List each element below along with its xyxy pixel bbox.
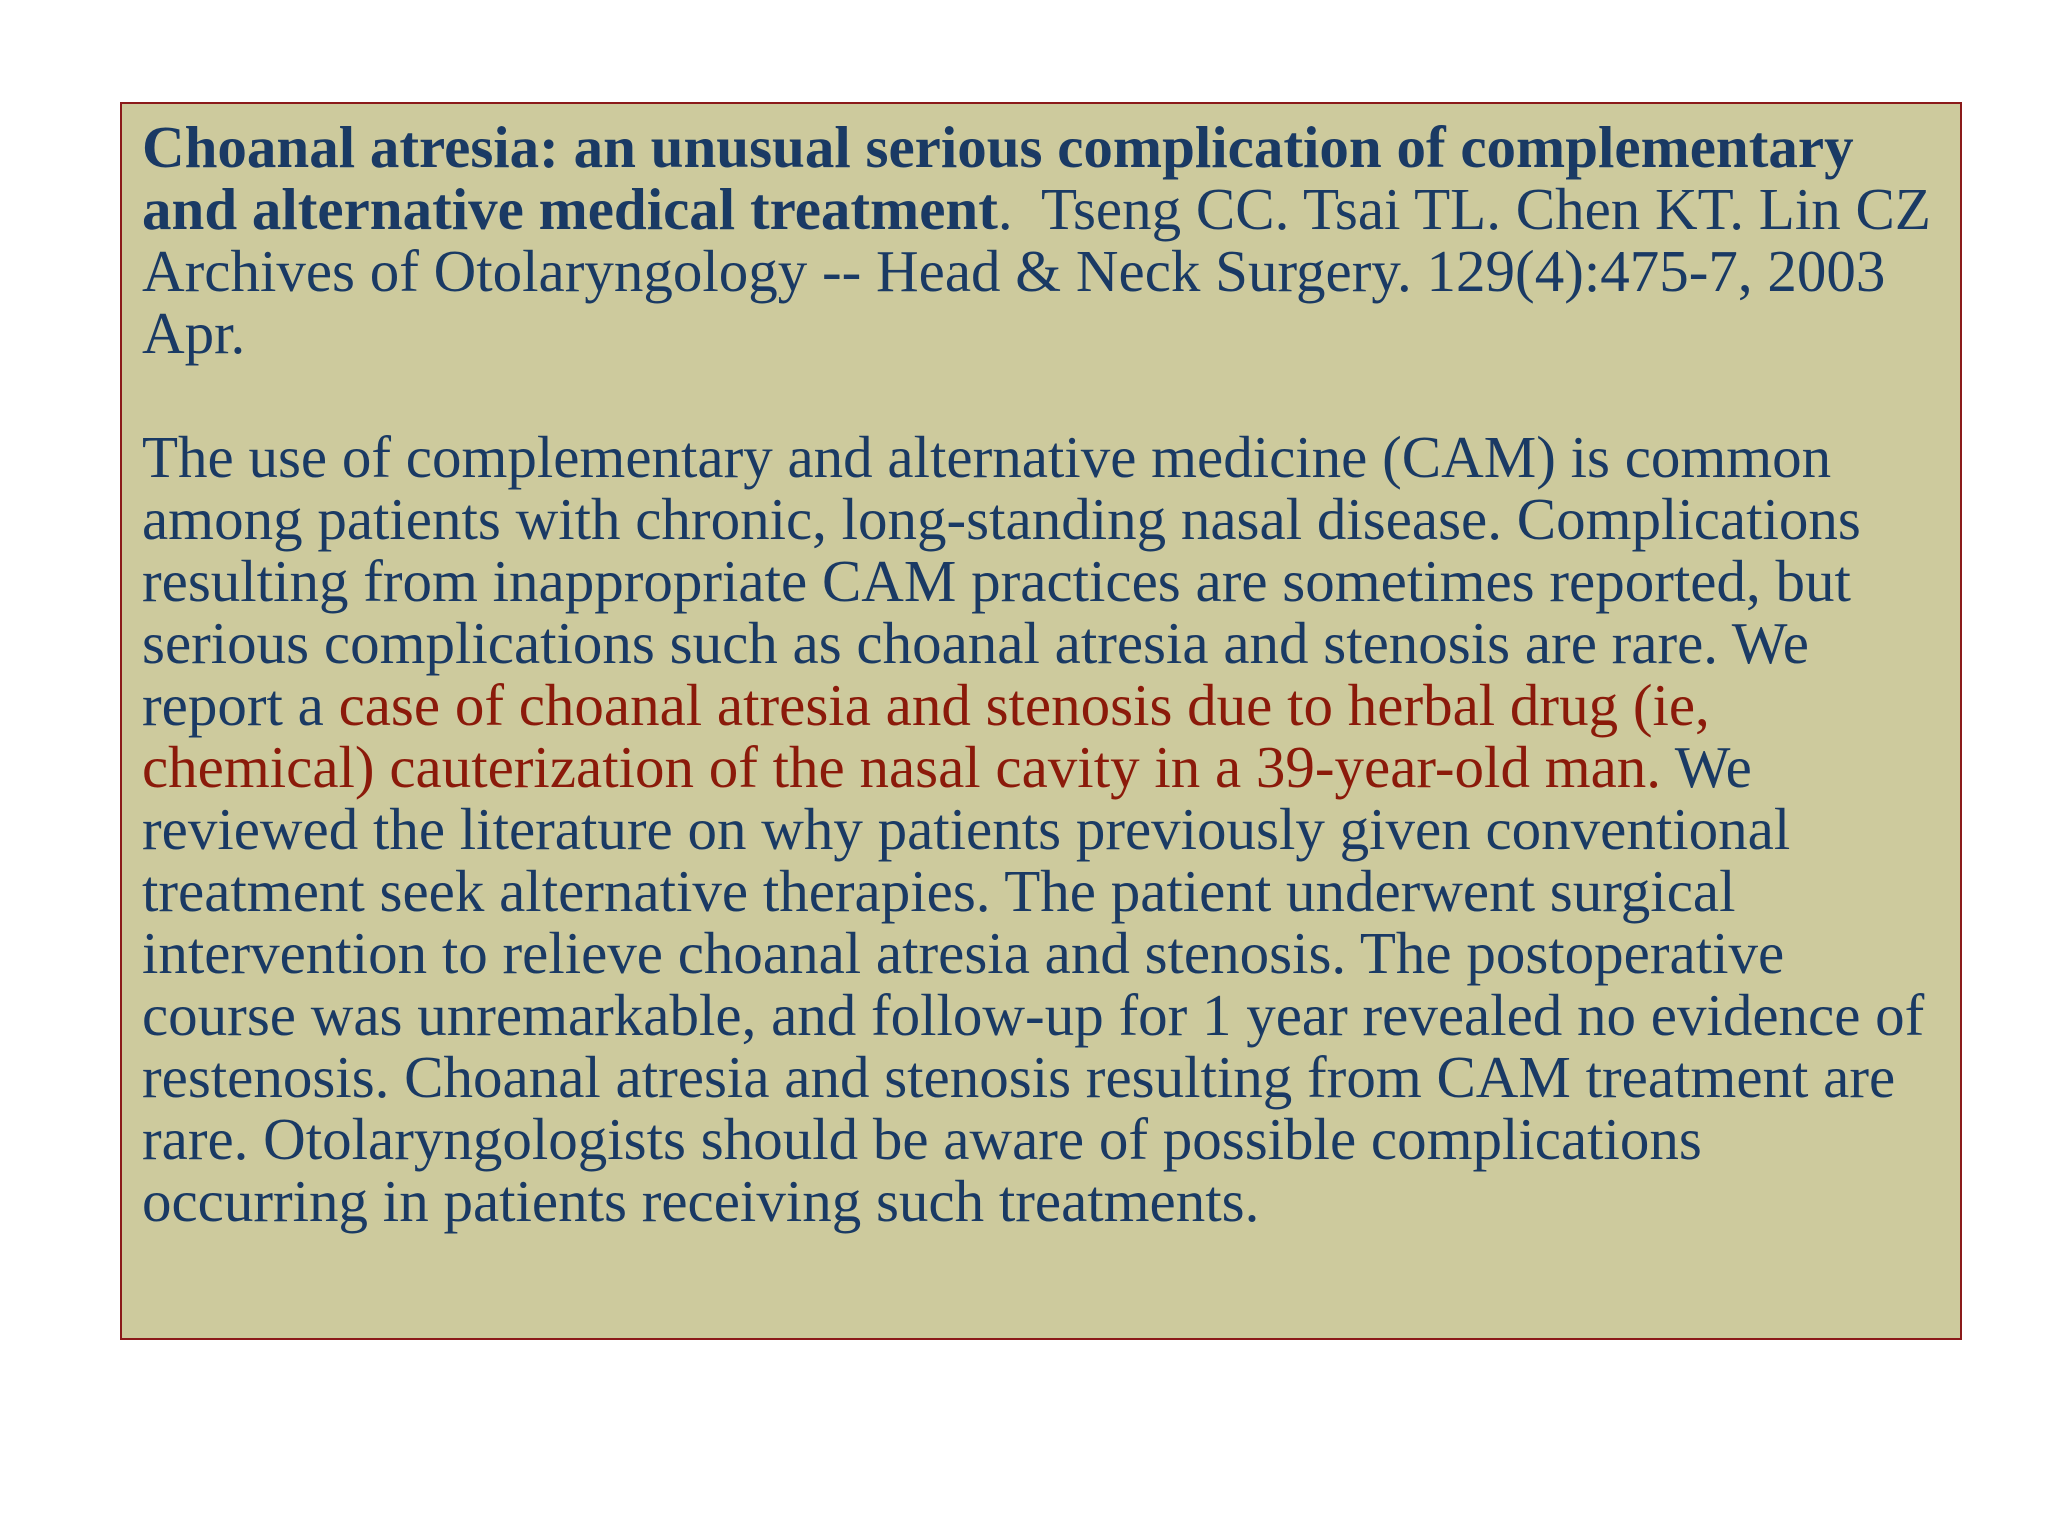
abstract-part-1: The use of complementary and alternative medicine (CAM) is common among patients with chronic, long-standing nasal disease. Complications resulting from inappropriate CAM practices are sometimes reported, but serious complications such as choanal atresia and stenosis are rare. We report a <box>142 424 1861 738</box>
article-title-period: . <box>997 176 1013 242</box>
abstract-text-box <box>120 102 1962 1340</box>
abstract-part-2: We reviewed the literature on why patients previously given conventional treatment seek alternative therapies. The patient underwent surgical intervention to relieve choanal atresia and stenosis. The postoperative course was unremarkable, and follow-up for 1 year revealed no evidence of restenosis. Choanal atresia and stenosis resulting from CAM treatment are rare. Otolaryngologists should be aware of possible complications occurring in patients receiving such treatments. <box>142 734 1925 1234</box>
abstract-highlight: case of choanal atresia and stenosis due to herbal drug (ie, chemical) cauterization of the nasal cavity in a 39-year-old man. <box>142 672 1710 800</box>
authors-and-source: Tseng CC. Tsai TL. Chen KT. Lin CZ Archives of Otolaryngology -- Head & Neck Surgery. 129(4):475-7, 2003 Apr. <box>142 176 1943 366</box>
citation <box>142 116 1942 364</box>
article-title: Choanal atresia: an unusual serious complication of complementary and alternative medical treatment <box>142 114 1854 242</box>
abstract-paragraph <box>142 426 1942 1232</box>
